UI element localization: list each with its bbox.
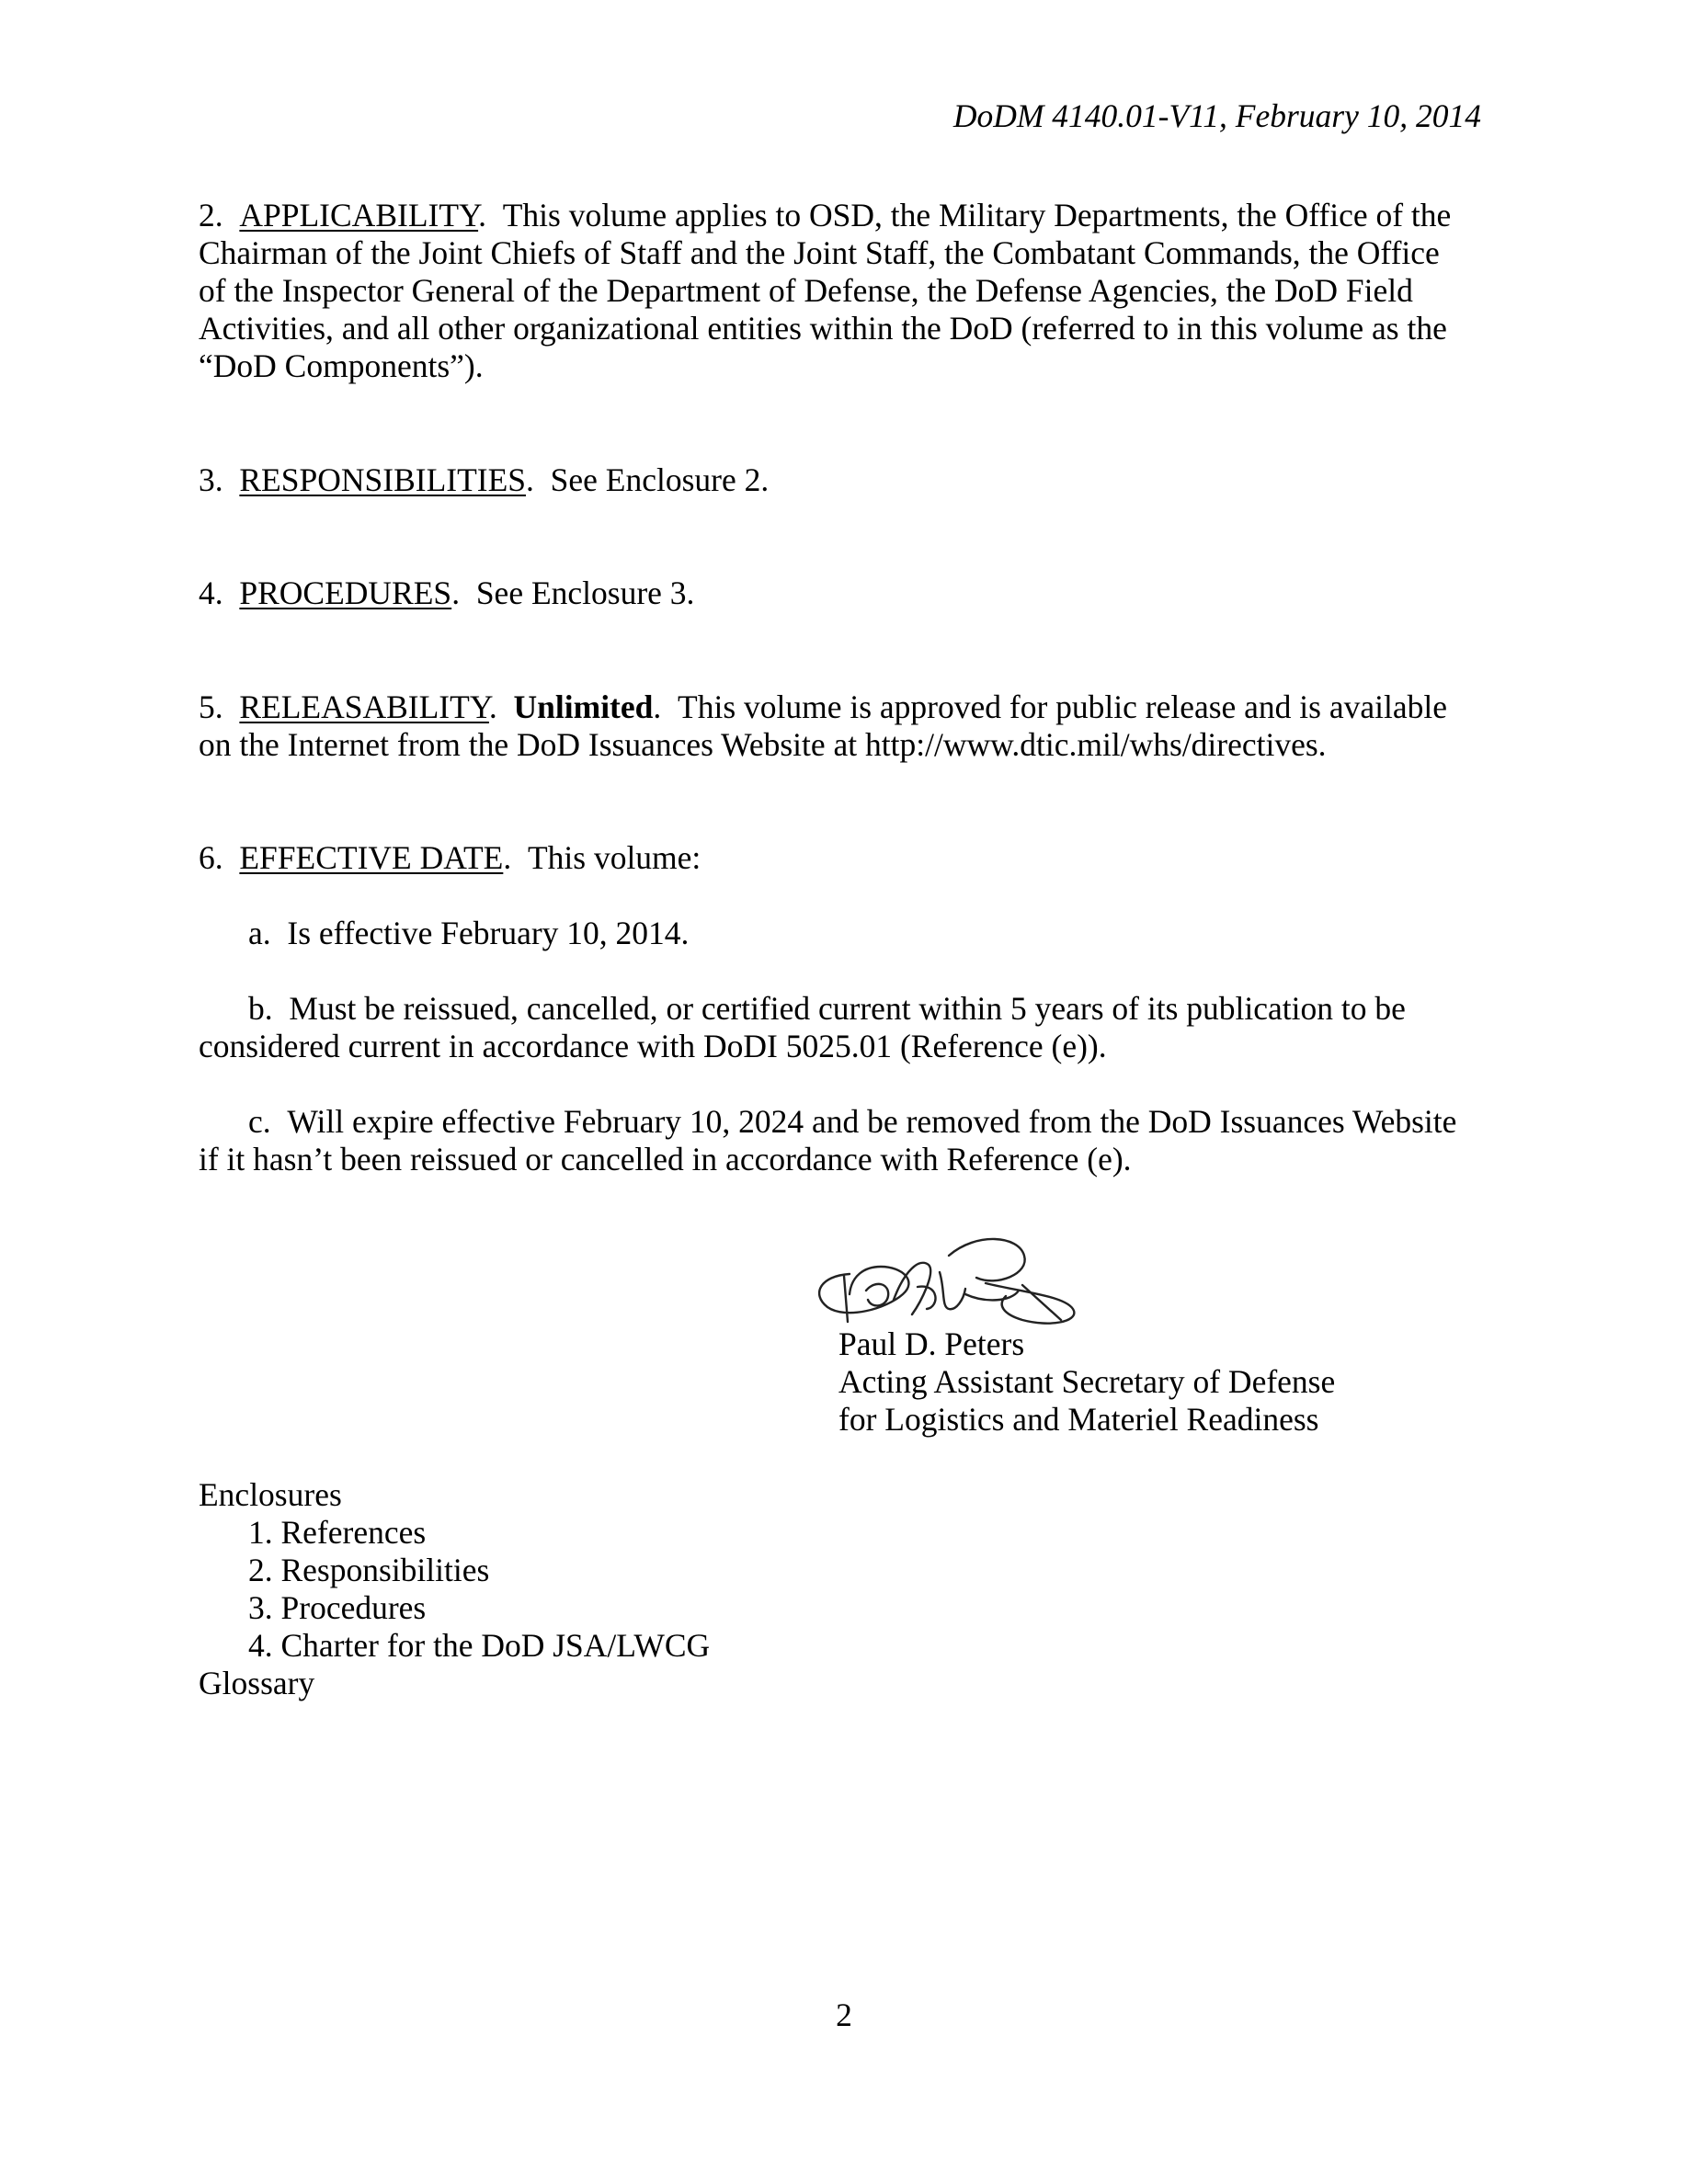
running-header: DoDM 4140.01-V11, February 10, 2014 — [952, 97, 1481, 134]
item-label: b. — [248, 990, 273, 1027]
section-number: 2. — [199, 197, 223, 233]
section-text-line: of the Inspector General of the Department of Defense, the Defense Agencies, the DoD Field — [199, 272, 1413, 309]
signer-title-line: Acting Assistant Secretary of Defense — [838, 1363, 1336, 1400]
section-releasability: 5. RELEASABILITY. Unlimited. This volume is approved for public release and is available on the Internet from the DoD Issuances Website at http://www.dtic.mil/whs/directives. — [199, 688, 1495, 764]
section-text-line: Chairman of the Joint Chiefs of Staff and the Joint Staff, the Combatant Commands, the Office — [199, 234, 1440, 271]
section-responsibilities: 3. RESPONSIBILITIES. See Enclosure 2. — [199, 461, 770, 498]
section-text-line: on the Internet from the DoD Issuances Website at http://www.dtic.mil/whs/directives. — [199, 726, 1327, 763]
enclosure-item: 2. Responsibilities — [248, 1552, 490, 1588]
effective-item-a — [199, 915, 1495, 952]
enclosures-list — [199, 1476, 710, 1702]
item-text-line: Must be reissued, cancelled, or certified current within 5 years of its publication to be — [289, 990, 1406, 1027]
section-heading: RELEASABILITY — [239, 688, 489, 725]
section-text-line: Activities, and all other organizational entities within the DoD (referred to in this volume as the — [199, 310, 1447, 347]
enclosure-item: 3. Procedures — [248, 1589, 427, 1626]
section-heading: APPLICABILITY — [239, 197, 479, 233]
item-text-line: considered current in accordance with DoDI 5025.01 (Reference (e)). — [199, 1028, 1107, 1064]
effective-item-c — [199, 1103, 1495, 1178]
enclosure-item: 4. Charter for the DoD JSA/LWCG — [248, 1627, 711, 1664]
section-number: 6. — [199, 839, 223, 876]
section-text: See Enclosure 2. — [550, 461, 770, 498]
signature-block — [838, 1325, 1482, 1439]
section-text: See Enclosure 3. — [475, 574, 695, 611]
section-text-line: This volume is approved for public release and is available — [678, 688, 1447, 725]
effective-item-b — [199, 990, 1495, 1065]
section-text-line: This volume applies to OSD, the Military Departments, the Office of the — [502, 197, 1452, 233]
item-text-line: if it hasn’t been reissued or cancelled in accordance with Reference (e). — [199, 1141, 1132, 1177]
signature-image — [802, 1219, 1105, 1329]
section-text: This volume: — [527, 839, 701, 876]
enclosure-item: 1. References — [248, 1514, 427, 1551]
item-label: a. — [248, 915, 271, 951]
enclosures-heading: Enclosures — [199, 1476, 342, 1513]
releasability-status: Unlimited — [513, 688, 654, 725]
signer-title-line: for Logistics and Materiel Readiness — [838, 1401, 1319, 1438]
section-number: 5. — [199, 688, 223, 725]
item-text: Is effective February 10, 2014. — [287, 915, 690, 951]
section-number: 3. — [199, 461, 223, 498]
section-heading: PROCEDURES — [239, 574, 452, 611]
section-heading: RESPONSIBILITIES — [239, 461, 527, 498]
section-effective-date: 6. EFFECTIVE DATE. This volume: — [199, 839, 701, 876]
section-applicability: 2. APPLICABILITY. This volume applies to OSD, the Military Departments, the Office of the Chairman of the Joint Chiefs of Staff and the Joint Staff, the Combatant Commands, the Office of the Inspector General of the Department of Defense, the Defense Agencies, the DoD Field Activities, and all other organizational entities within the DoD (referred to in this volume as the “DoD Components”). — [199, 197, 1495, 385]
section-heading: EFFECTIVE DATE — [239, 839, 504, 876]
item-text-line: Will expire effective February 10, 2024 and be removed from the DoD Issuances Website — [287, 1103, 1457, 1140]
section-text-line: “DoD Components”). — [199, 347, 484, 384]
glossary-label: Glossary — [199, 1665, 315, 1701]
section-procedures: 4. PROCEDURES. See Enclosure 3. — [199, 574, 695, 611]
item-label: c. — [248, 1103, 271, 1140]
page-number: 2 — [836, 1996, 852, 2033]
signer-name: Paul D. Peters — [838, 1325, 1025, 1362]
section-number: 4. — [199, 574, 223, 611]
